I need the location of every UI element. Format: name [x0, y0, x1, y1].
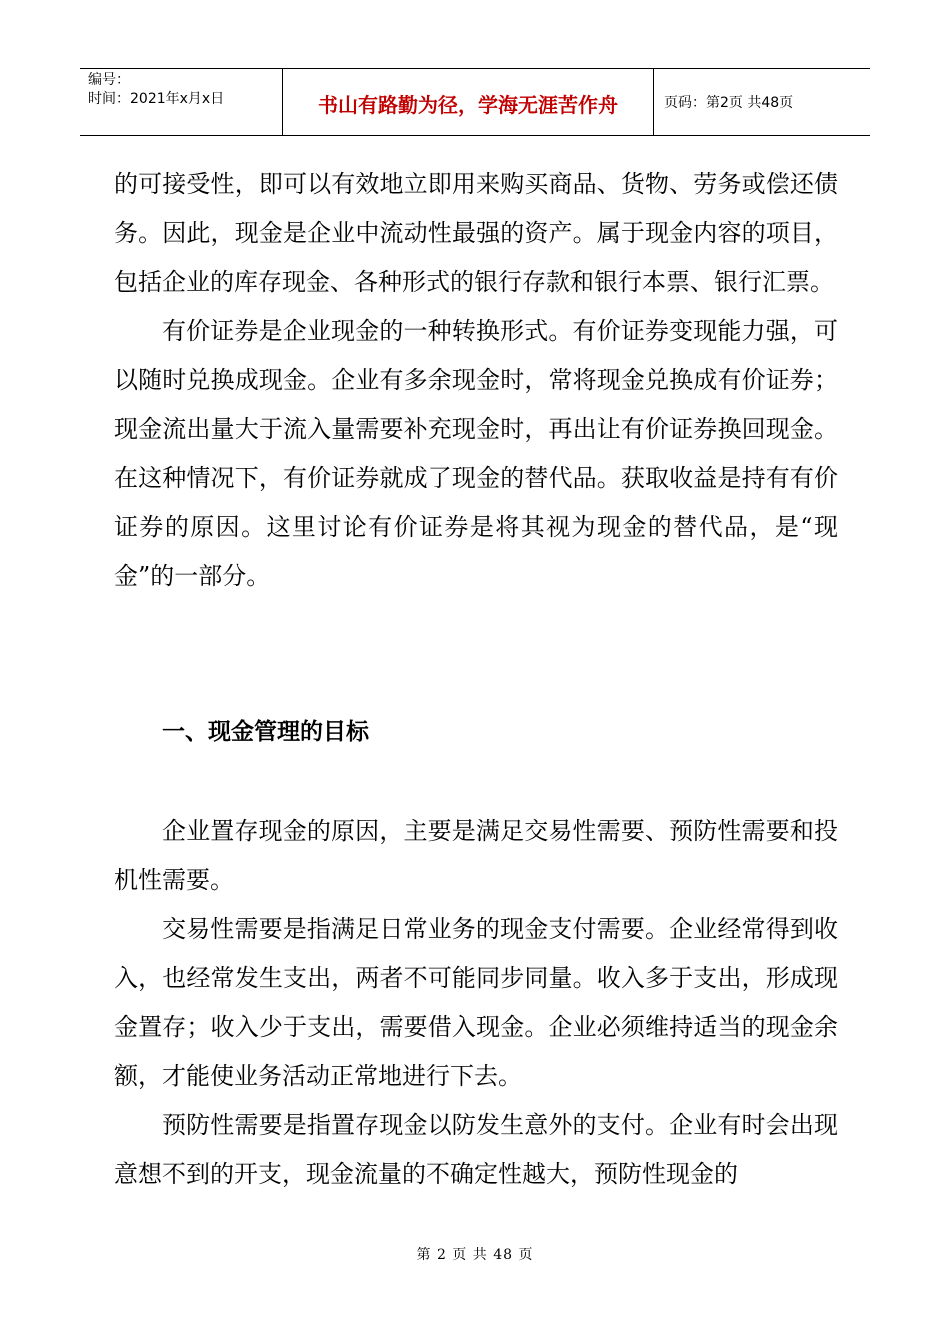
header-page-info: 页码：第2页 共48页: [664, 95, 794, 111]
header-number: 编号：: [88, 72, 130, 88]
paragraph: 预防性需要是指置存现金以防发生意外的支付。企业有时会出现意想不到的开支，现金流量的不确定性越大，预防性现金的: [114, 1111, 838, 1188]
header-time: 时间：2021年x月x日: [88, 91, 225, 107]
paragraph: 有价证券是企业现金的一种转换形式。有价证券变现能力强，可以随时兑换成现金。企业有多余现金时，常将现金兑换成有价证券；现金流出量大于流入量需要补充现金时，再出让有价证券换回现金。在这种情况下，有价证券就成了现金的替代品。获取收益是持有有价证券的原因。这里讨论有价证券是将其视为现金的替代品，是“现金”的一部分。: [114, 317, 838, 590]
body-text-bottom: [114, 807, 838, 1199]
body-text-top: [114, 160, 838, 601]
header-motto: 书山有路勤为径，学海无涯苦作舟: [283, 69, 654, 135]
paragraph: 企业置存现金的原因，主要是满足交易性需要、预防性需要和投机性需要。: [114, 817, 838, 894]
document-header: [80, 68, 870, 136]
section-heading: 一、现金管理的目标: [162, 719, 369, 745]
paragraph: 交易性需要是指满足日常业务的现金支付需要。企业经常得到收入，也经常发生支出，两者不可能同步同量。收入多于支出，形成现金置存；收入少于支出，需要借入现金。企业必须维持适当的现金余额，才能使业务活动正常地进行下去。: [114, 915, 838, 1090]
page-footer: 第 2 页 共 48 页: [416, 1247, 534, 1263]
paragraph: 的可接受性，即可以有效地立即用来购买商品、货物、劳务或偿还债务。因此，现金是企业中流动性最强的资产。属于现金内容的项目，包括企业的库存现金、各种形式的银行存款和银行本票、银行汇票。: [114, 170, 838, 296]
header-meta: [80, 69, 283, 135]
